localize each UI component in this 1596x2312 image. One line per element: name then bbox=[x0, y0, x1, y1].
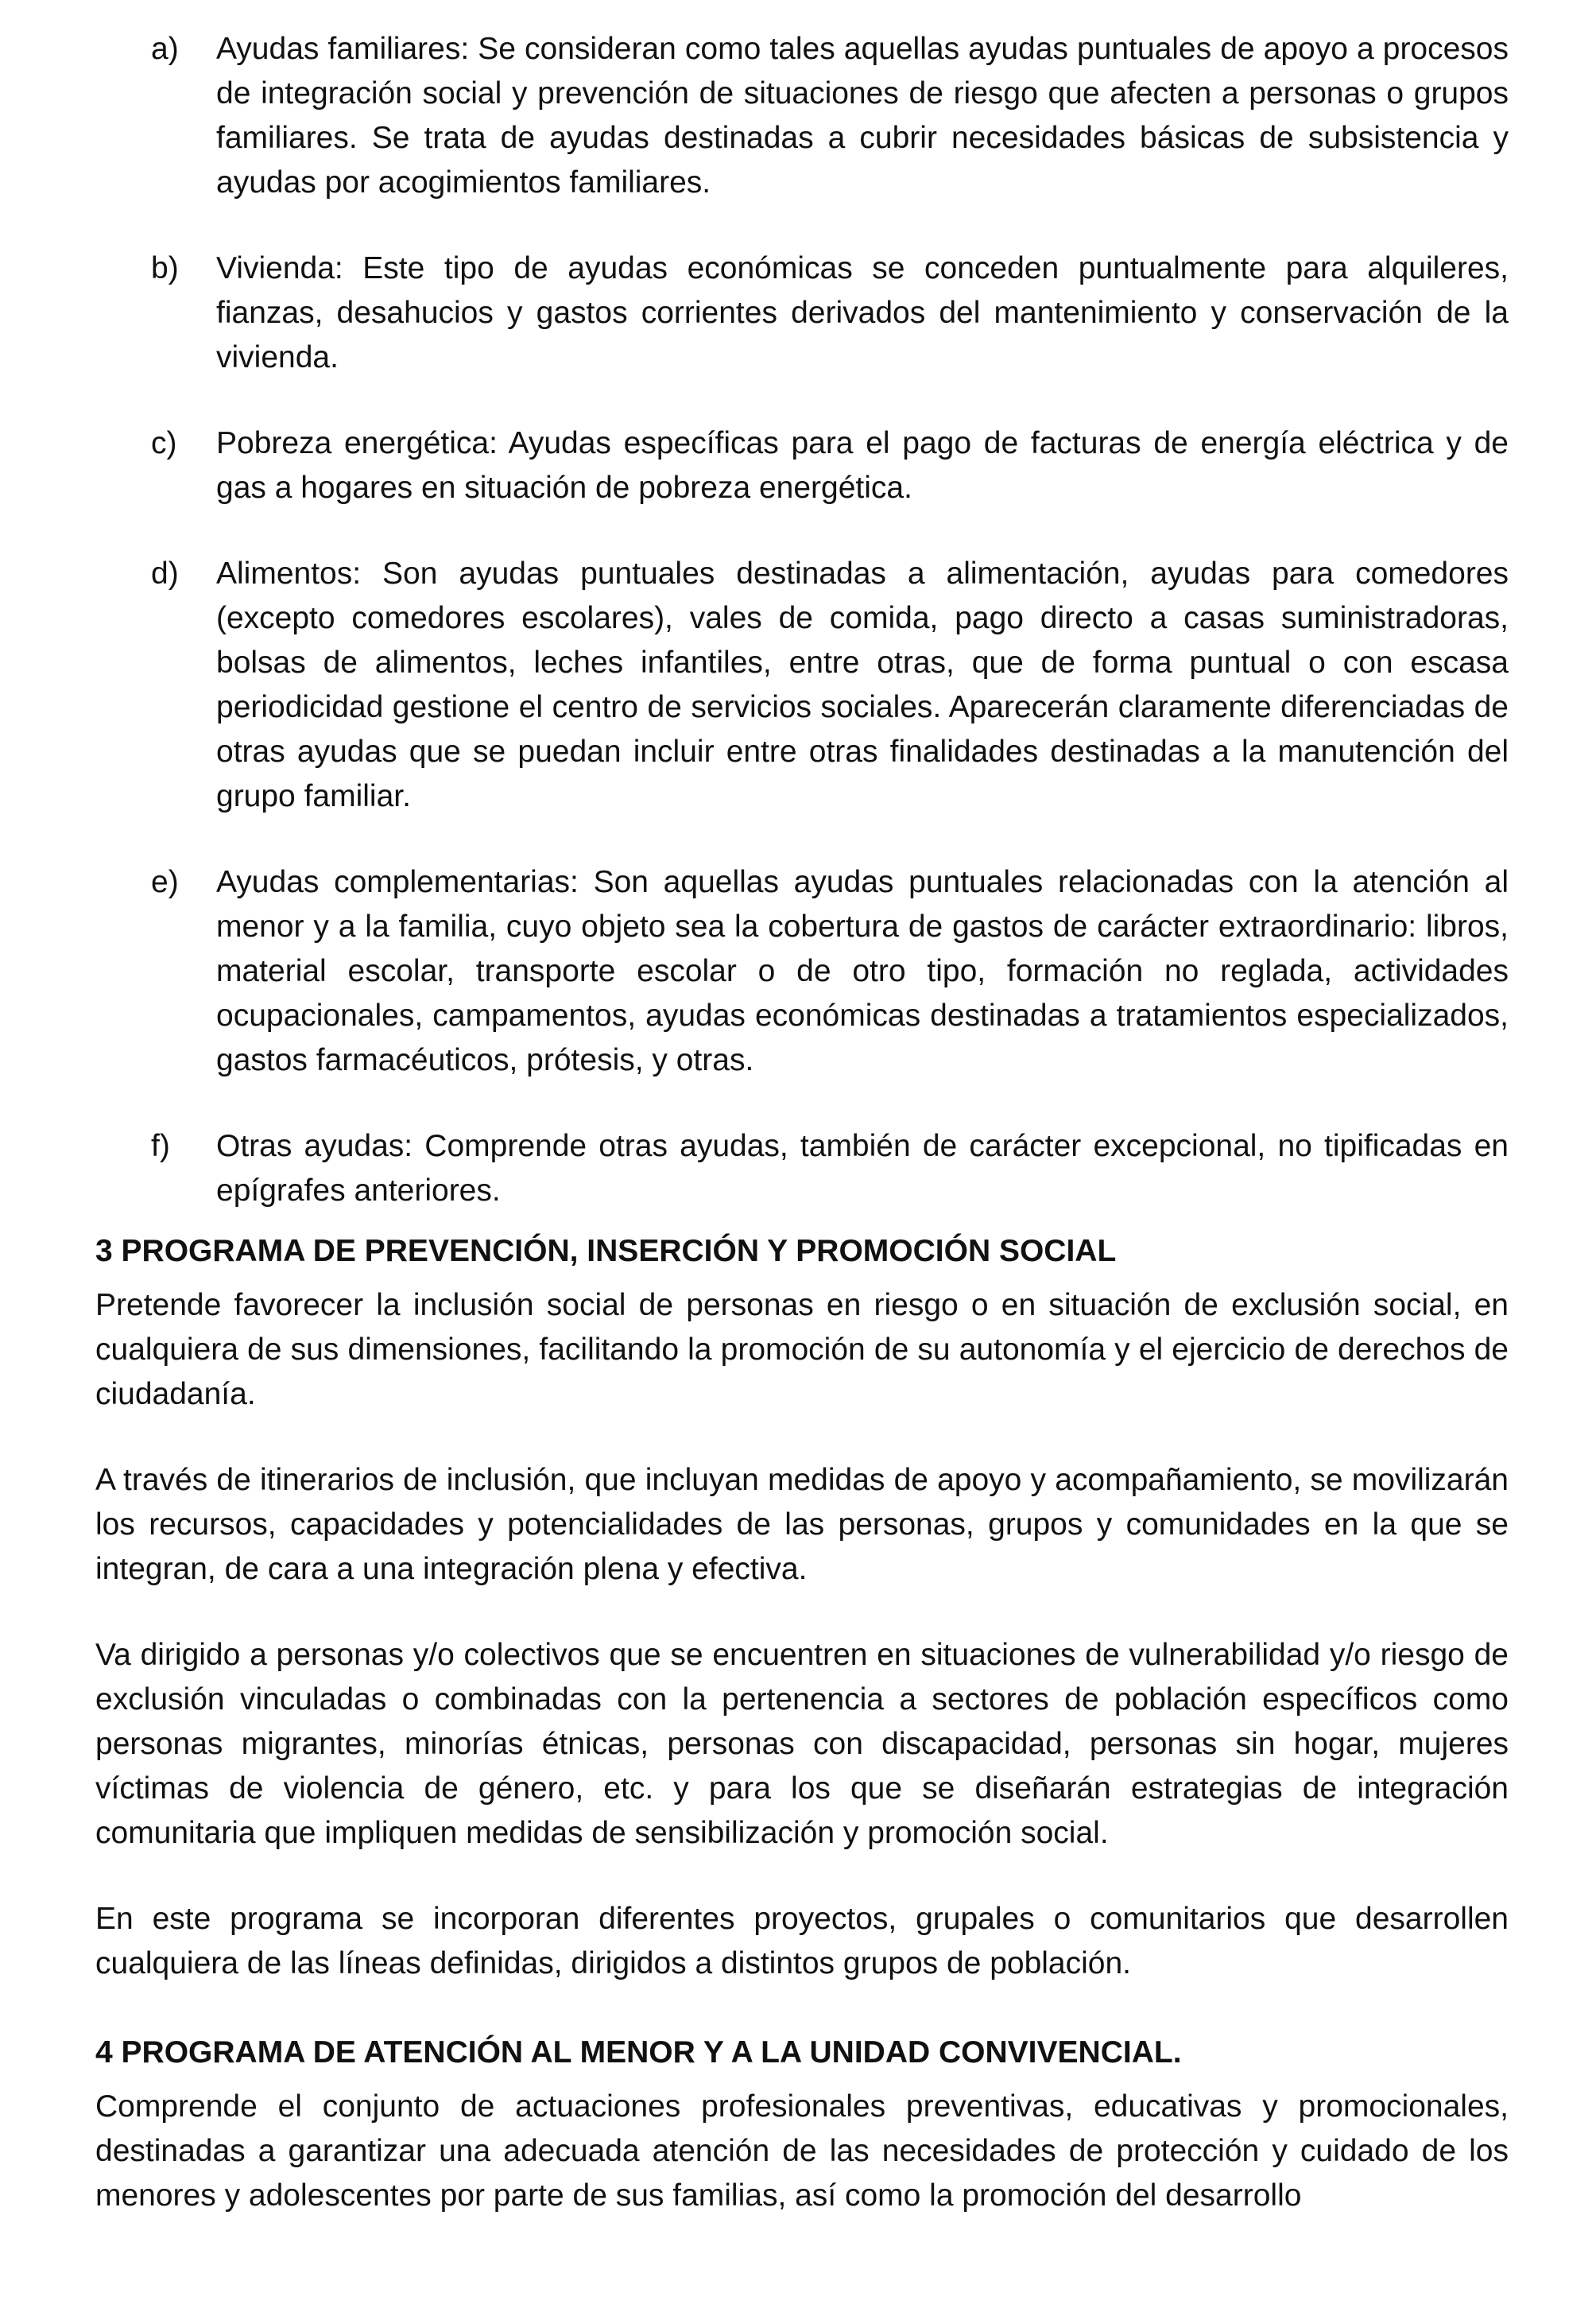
document-content bbox=[95, 27, 1509, 2218]
list-item-text: Vivienda: Este tipo de ayudas económicas se conceden puntualmente para alquileres, fianzas, desahucios y gastos corrientes derivados del mantenimiento y conservación de la vivienda. bbox=[216, 251, 1509, 374]
section-4-heading: 4 PROGRAMA DE ATENCIÓN AL MENOR Y A LA UNIDAD CONVIVENCIAL. bbox=[95, 2035, 1182, 2070]
section-3-paragraph-2: A través de itinerarios de inclusión, que incluyan medidas de apoyo y acompañamiento, se movilizarán los recursos, capacidades y potencialidades de las personas, grupos y comunidades en la que se integran, de cara a una integración plena y efectiva. bbox=[95, 1463, 1509, 1586]
list-marker: d) bbox=[151, 557, 179, 591]
list-marker: b) bbox=[151, 251, 179, 285]
list-marker: c) bbox=[151, 426, 177, 460]
list-item-text: Ayudas complementarias: Son aquellas ayudas puntuales relacionadas con la atención al menor y a la familia, cuyo objeto sea la cobertura de gastos de carácter extraordinario: libros, material escolar, transporte escolar o de otro tipo, formación no reglada, actividades ocupacionales, campamentos, ayudas económicas destinadas a tratamientos especializados, gastos farmacéuticos, prótesis, y otras. bbox=[216, 865, 1509, 1077]
section-3-paragraph-4: En este programa se incorporan diferentes proyectos, grupales o comunitarios que desarrollen cualquiera de las líneas definidas, dirigidos a distintos grupos de población. bbox=[95, 1902, 1509, 1980]
list-item-a bbox=[95, 27, 1509, 205]
list-item-c bbox=[95, 421, 1509, 510]
list-item-e bbox=[95, 860, 1509, 1083]
section-3-paragraph-1: Pretende favorecer la inclusión social de personas en riesgo o en situación de exclusión social, en cualquiera de sus dimensiones, facilitando la promoción de su autonomía y el ejercicio de derechos de ciudadanía. bbox=[95, 1288, 1509, 1411]
list-item-f bbox=[95, 1124, 1509, 1213]
section-3-paragraph-3: Va dirigido a personas y/o colectivos que se encuentren en situaciones de vulnerabilidad y/o riesgo de exclusión vinculadas o combinadas con la pertenencia a sectores de población específicos como personas migrantes, minorías étnicas, personas con discapacidad, personas sin hogar, mujeres víctimas de violencia de género, etc. y para los que se diseñarán estrategias de integración comunitaria que impliquen medidas de sensibilización y promoción social. bbox=[95, 1638, 1509, 1850]
list-item-d bbox=[95, 552, 1509, 819]
section-4-paragraph-1: Comprende el conjunto de actuaciones profesionales preventivas, educativas y promocionales, destinadas a garantizar una adecuada atención de las necesidades de protección y cuidado de los menores y adolescentes por parte de sus familias, así como la promoción del desarrollo bbox=[95, 2089, 1509, 2213]
section-3-heading: 3 PROGRAMA DE PREVENCIÓN, INSERCIÓN Y PROMOCIÓN SOCIAL bbox=[95, 1234, 1117, 1268]
list-marker: f) bbox=[151, 1129, 170, 1163]
list-marker: e) bbox=[151, 865, 179, 899]
list-item-text: Otras ayudas: Comprende otras ayudas, también de carácter excepcional, no tipificadas en epígrafes anteriores. bbox=[216, 1129, 1509, 1208]
list-item-text: Ayudas familiares: Se consideran como tales aquellas ayudas puntuales de apoyo a procesos de integración social y prevención de situaciones de riesgo que afecten a personas o grupos familiares. Se trata de ayudas destinadas a cubrir necesidades básicas de subsistencia y ayudas por acogimientos familiares. bbox=[216, 32, 1509, 200]
list-marker: a) bbox=[151, 32, 179, 66]
list-item-text: Alimentos: Son ayudas puntuales destinadas a alimentación, ayudas para comedores (excepto comedores escolares), vales de comida, pago directo a casas suministradoras, bolsas de alimentos, leches infantiles, entre otras, que de forma puntual o con escasa periodicidad gestione el centro de servicios sociales. Aparecerán claramente diferenciadas de otras ayudas que se puedan incluir entre otras finalidades destinadas a la manutención del grupo familiar. bbox=[216, 557, 1509, 813]
list-item-b bbox=[95, 246, 1509, 380]
list-item-text: Pobreza energética: Ayudas específicas para el pago de facturas de energía eléctrica y de gas a hogares en situación de pobreza energética. bbox=[216, 426, 1509, 505]
